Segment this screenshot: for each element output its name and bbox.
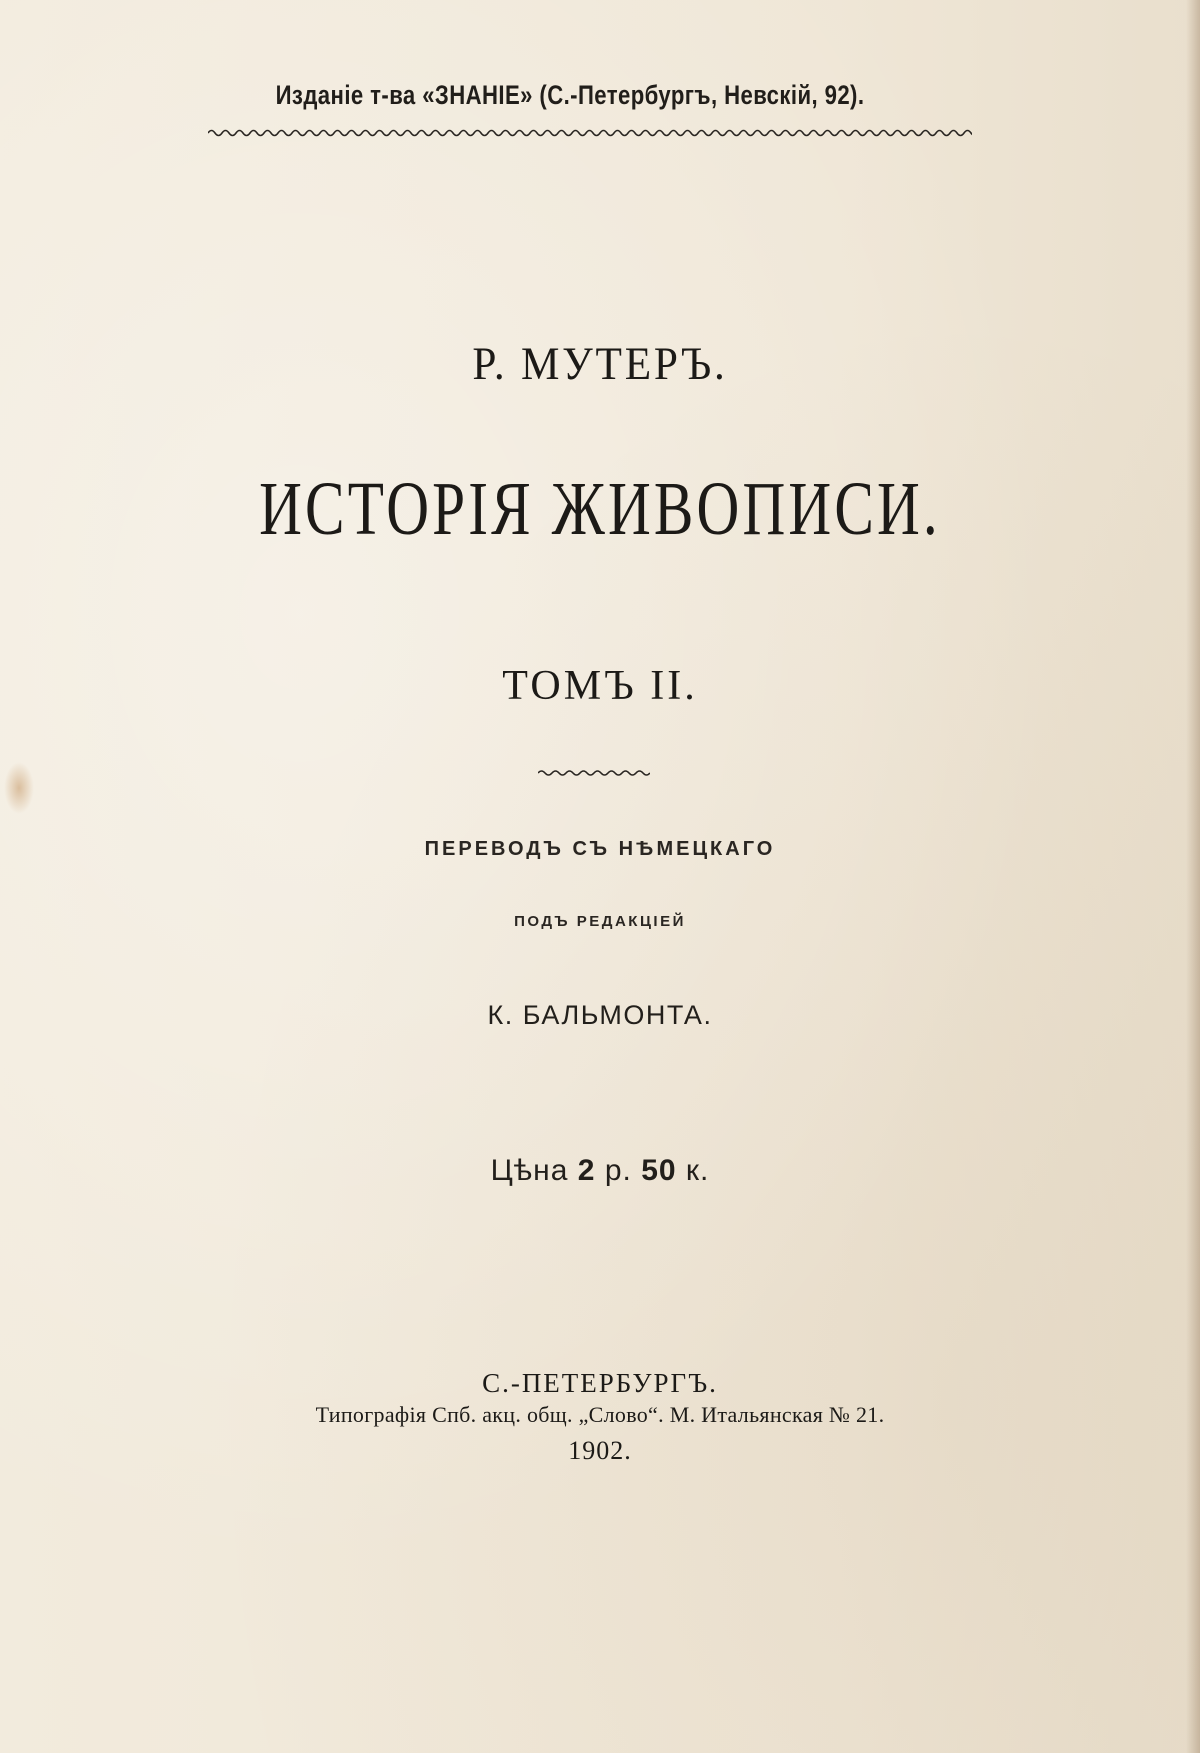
- editor-prefix: ПОДЪ РЕДАКЦІЕЙ: [514, 913, 686, 930]
- imprint-year: 1902.: [568, 1436, 632, 1465]
- volume-number: ТОМЪ II.: [502, 663, 698, 709]
- book-title: ИСТОРІЯ ЖИВОПИСИ.: [259, 467, 941, 551]
- price-line: [0, 1154, 1200, 1188]
- publisher-line: Изданіе т-ва «ЗНАНІЕ» (С.-Петербургъ, Невскій, 92).: [275, 80, 865, 110]
- price-rubles: 2: [577, 1154, 596, 1187]
- wavy-rule-top: [208, 126, 972, 140]
- imprint-city: С.-ПЕТЕРБУРГЪ.: [482, 1368, 718, 1398]
- price-rubles-unit: р.: [604, 1154, 632, 1187]
- wavy-rule-middle: [538, 767, 650, 779]
- imprint-printer: Типографія Спб. акц. общ. „Слово“. М. Итальянская № 21.: [315, 1402, 885, 1427]
- price-kopecks: 50: [641, 1154, 677, 1187]
- page-edge-shadow: [1186, 0, 1200, 1753]
- price-kopecks-unit: к.: [685, 1154, 710, 1187]
- paper-stain: [4, 762, 34, 814]
- translation-note: ПЕРЕВОДЪ СЪ НѢМЕЦКАГО: [424, 838, 776, 860]
- price-label: Цѣна: [490, 1154, 569, 1187]
- author-name: Р. МУТЕРЪ.: [472, 338, 728, 390]
- editor-name: К. БАЛЬМОНТА.: [487, 1000, 713, 1030]
